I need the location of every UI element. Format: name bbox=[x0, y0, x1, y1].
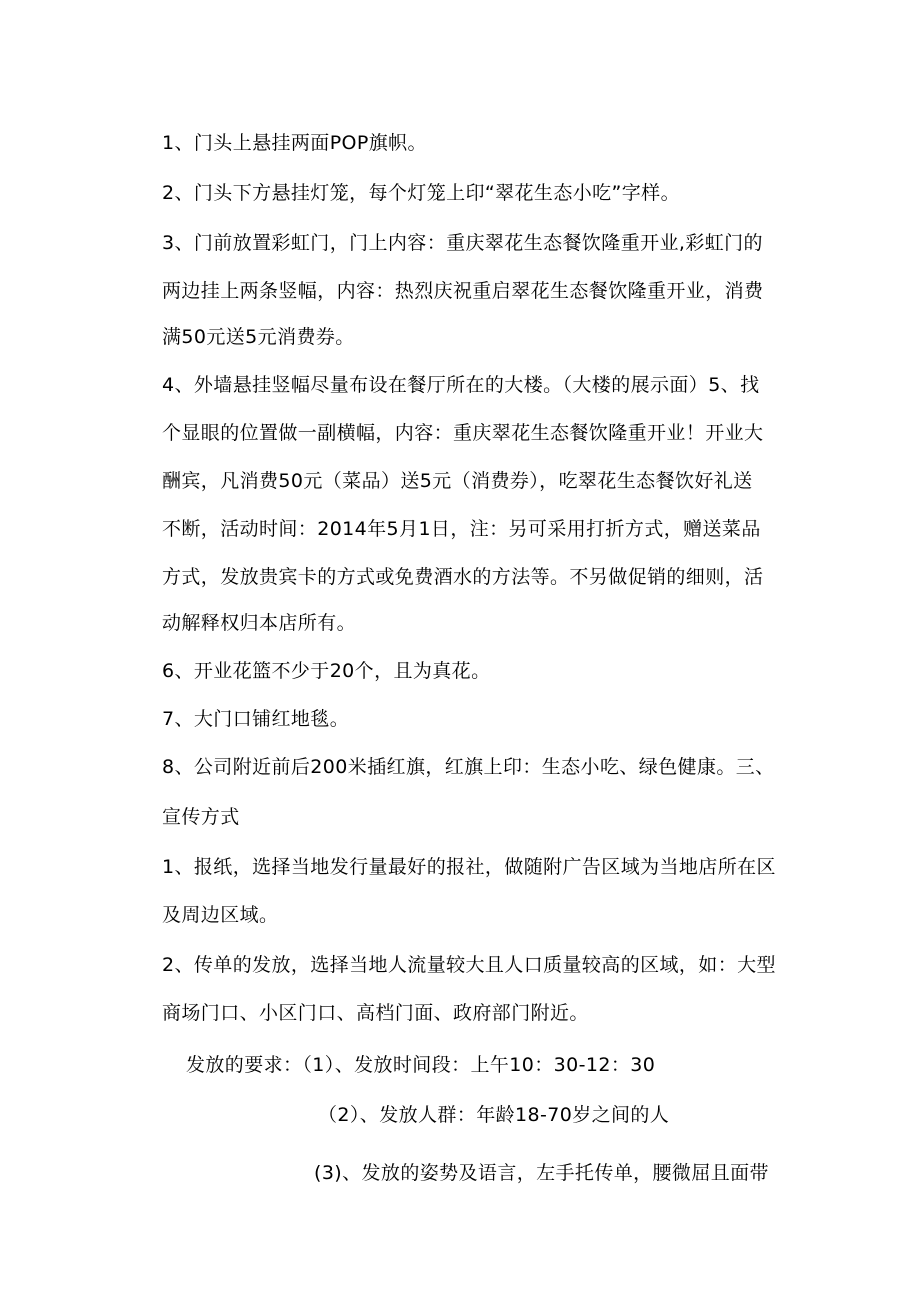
text-line: 1、报纸，选择当地发行量最好的报社，做随附广告区域为当地店所在区 bbox=[162, 856, 776, 878]
text-line: 满50元送5元消费券。 bbox=[162, 326, 355, 348]
text-line: 4、外墙悬挂竖幅尽量布设在餐厅所在的大楼。（大楼的展示面）5、找 bbox=[162, 374, 760, 396]
text-line: （2）、发放人群：年龄18-70岁之间的人 bbox=[318, 1104, 670, 1126]
text-line: 及周边区域。 bbox=[162, 904, 279, 926]
text-line: 2、门头下方悬挂灯笼，每个灯笼上印“翠花生态小吃”字样。 bbox=[162, 182, 680, 204]
text-line: 个显眼的位置做一副横幅，内容：重庆翠花生态餐饮隆重开业！开业大 bbox=[162, 422, 764, 444]
text-line: (3)、发放的姿势及语言，左手托传单，腰微屈且面带 bbox=[314, 1162, 769, 1184]
text-line: 动解释权归本店所有。 bbox=[162, 612, 357, 634]
text-line: 2、传单的发放，选择当地人流量较大且人口质量较高的区域，如：大型 bbox=[162, 954, 776, 976]
text-line: 6、开业花篮不少于20个，且为真花。 bbox=[162, 660, 491, 682]
text-line: 不断，活动时间：2014年5月1日，注：另可采用打折方式，赠送菜品 bbox=[162, 518, 761, 540]
text-line: 方式，发放贵宾卡的方式或免费酒水的方法等。不另做促销的细则，活 bbox=[162, 566, 764, 588]
text-line: 3、门前放置彩虹门，门上内容：重庆翠花生态餐饮隆重开业,彩虹门的 bbox=[162, 232, 763, 254]
text-line: 宣传方式 bbox=[162, 806, 240, 828]
text-line: 商场门口、小区门口、高档门面、政府部门附近。 bbox=[162, 1002, 589, 1024]
text-line: 7、大门口铺红地毯。 bbox=[162, 708, 350, 730]
text-line: 酬宾，凡消费50元（菜品）送5元（消费券），吃翠花生态餐饮好礼送 bbox=[162, 470, 753, 492]
text-line: 1、门头上悬挂两面POP旗帜。 bbox=[162, 132, 427, 154]
text-line: 两边挂上两条竖幅，内容：热烈庆祝重启翠花生态餐饮隆重开业，消费 bbox=[162, 280, 764, 302]
text-line: 发放的要求：（1）、发放时间段：上午10：30-12：30 bbox=[186, 1054, 656, 1076]
text-line: 8、公司附近前后200米插红旗，红旗上印：生态小吃、绿色健康。三、 bbox=[162, 756, 775, 778]
